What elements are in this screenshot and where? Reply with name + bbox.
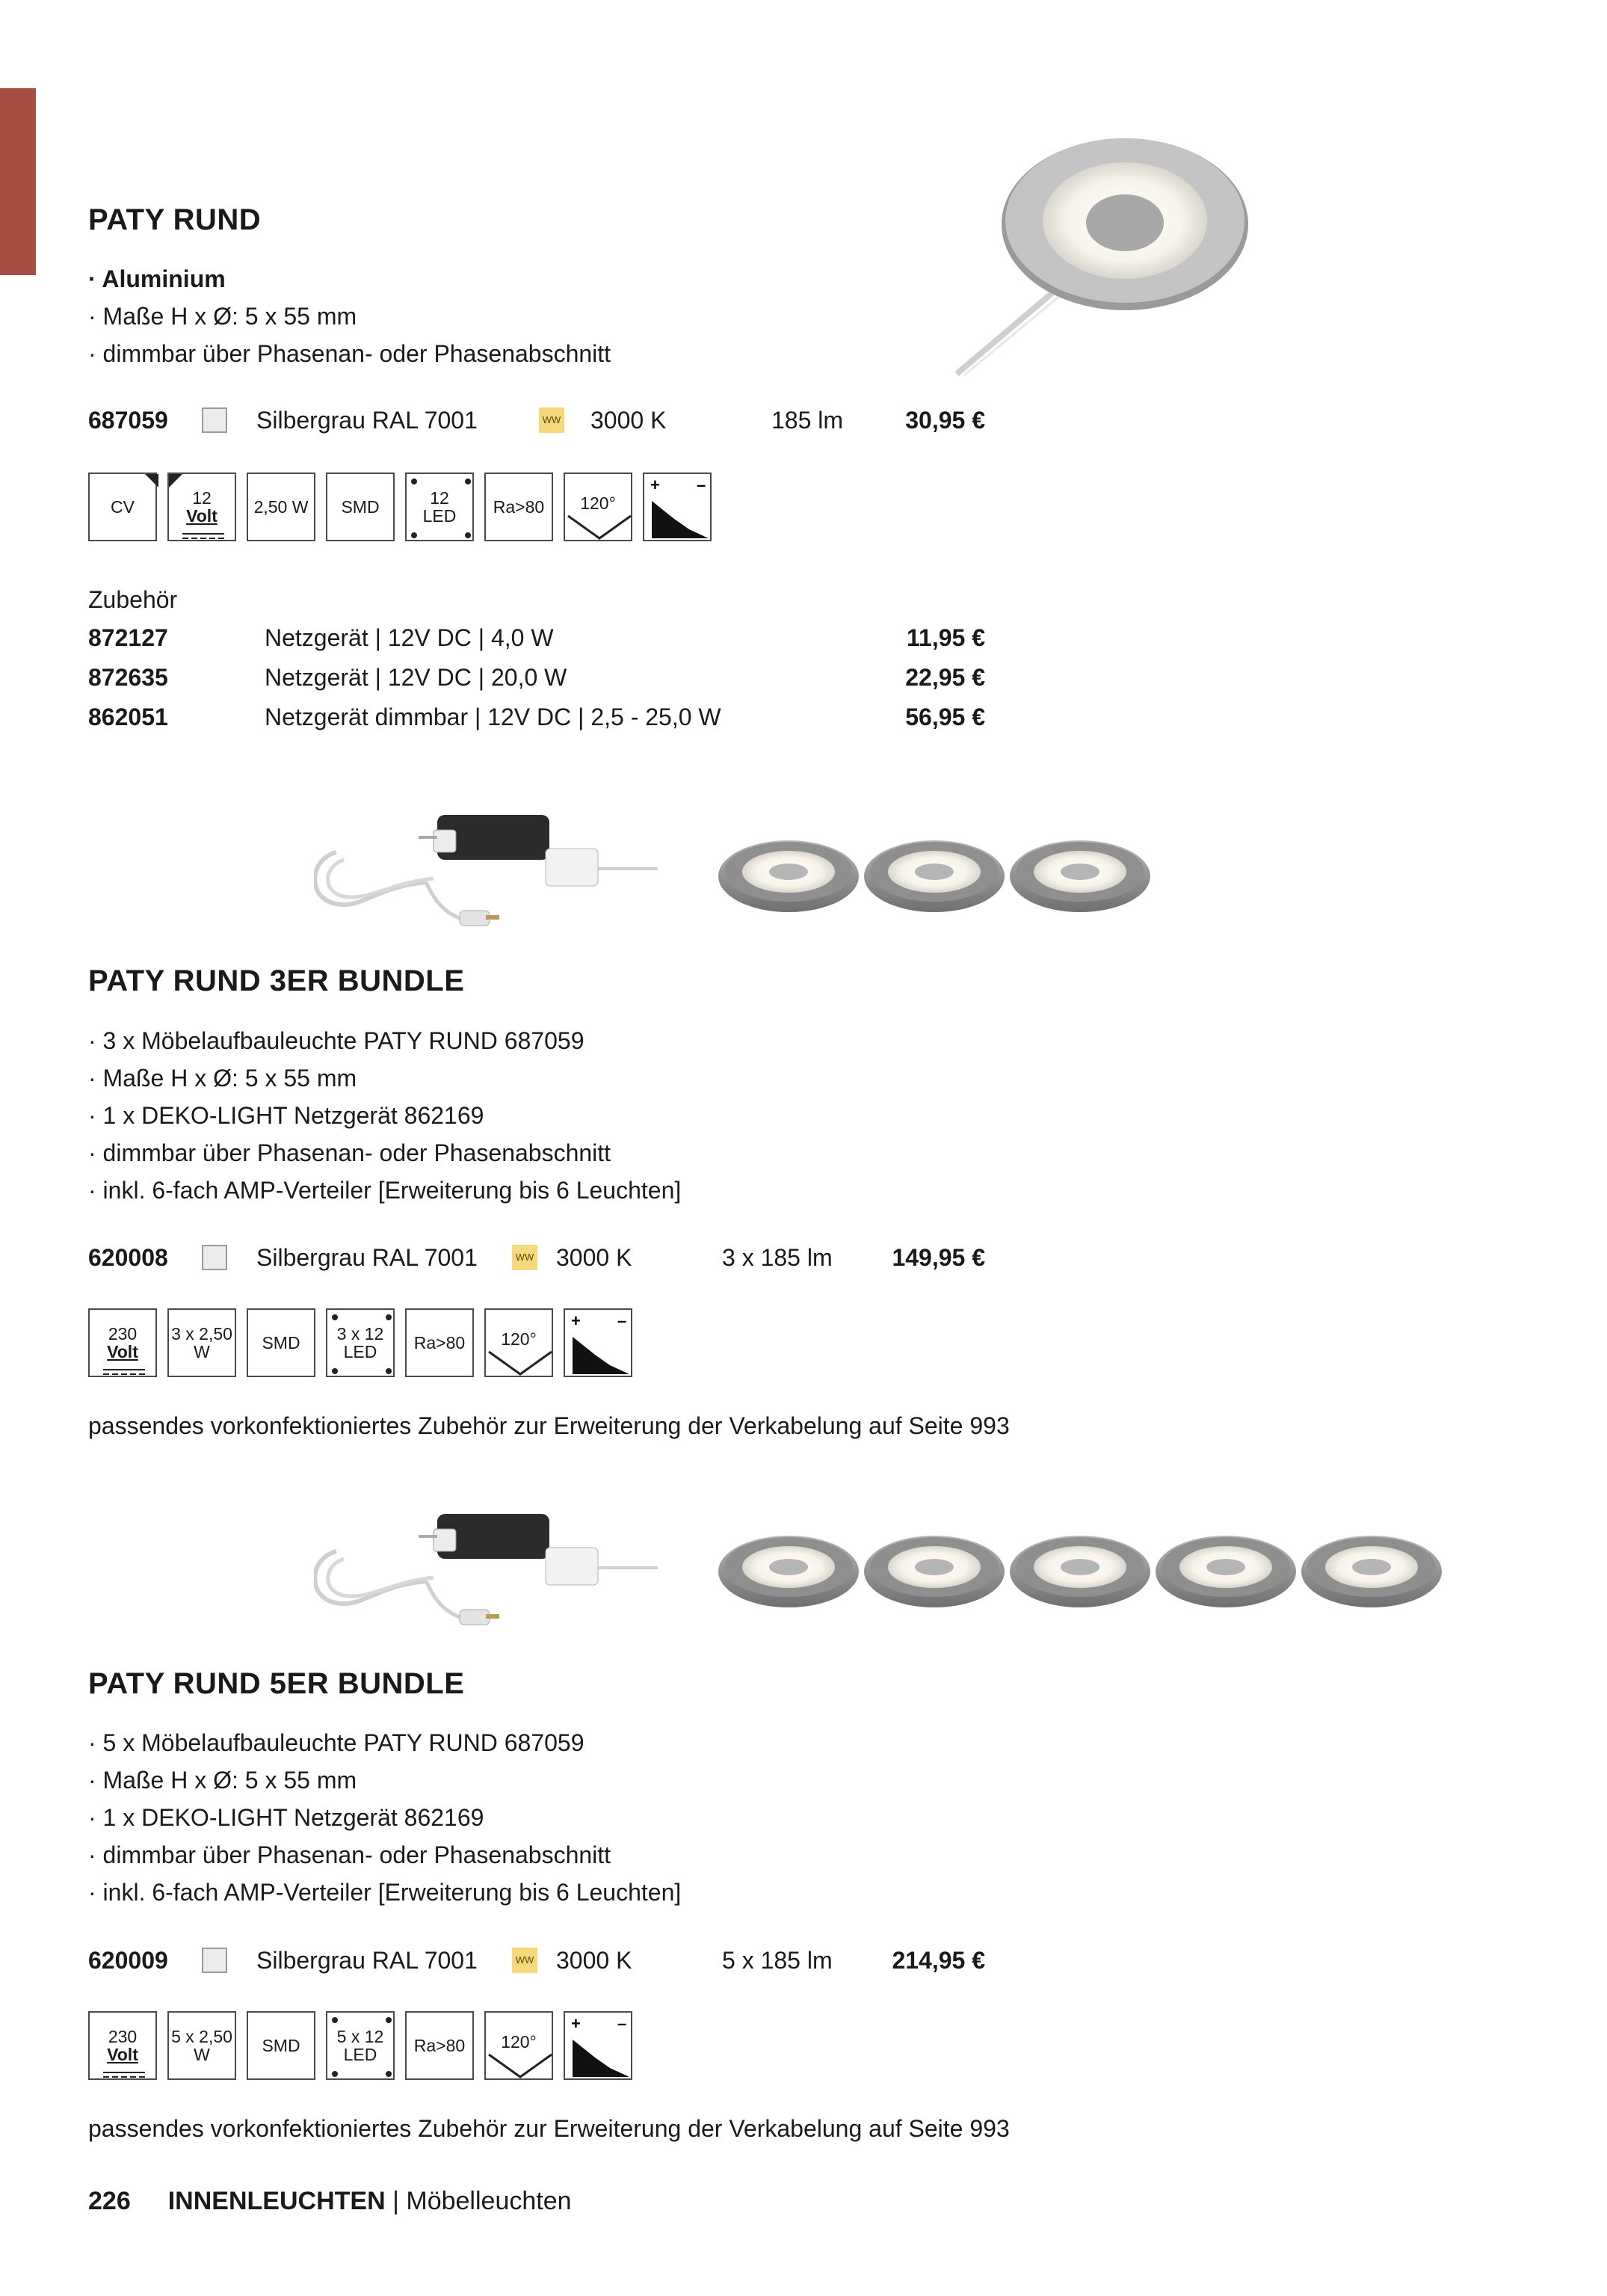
minus-sign: – (697, 475, 706, 494)
icon-label: 230 (108, 1324, 138, 1344)
accessory-row (88, 659, 985, 696)
icon-label: SMD (262, 1333, 300, 1352)
luminous-flux: 3 x 185 lm (722, 1244, 833, 1271)
luminous-flux: 5 x 185 lm (722, 1947, 833, 1974)
accessory-description: Netzgerät dimmbar | 12V DC | 2,5 - 25,0 W (265, 704, 721, 730)
article-number: 620009 (88, 1947, 168, 1974)
cv-icon (88, 473, 157, 541)
product-image-driver (314, 807, 673, 938)
icon-label: SMD (341, 497, 380, 517)
accessory-number: 872127 (88, 624, 168, 651)
icon-label: LED (343, 2045, 377, 2064)
led-count-icon (326, 2011, 395, 2080)
bullet-item: · dimmbar über Phasenan- oder Phasenabschnitt (88, 335, 611, 372)
color-temperature: 3000 K (556, 1244, 632, 1271)
beam-angle-icon (484, 1308, 553, 1377)
accessory-row (88, 698, 985, 736)
minus-sign: – (617, 1311, 627, 1330)
accessories-label: Zubehör (88, 586, 178, 613)
color-name: Silbergrau RAL 7001 (256, 1947, 478, 1974)
bullet-item: · inkl. 6-fach AMP-Verteiler [Erweiterung bis 6 Leuchten] (88, 1874, 681, 1911)
bullet-item: · Aluminium (88, 260, 611, 298)
icon-label: W (194, 2045, 210, 2064)
accessory-note: passendes vorkonfektioniertes Zubehör zur Erweiterung der Verkabelung auf Seite 993 (88, 1412, 1010, 1439)
color-swatch (202, 1948, 227, 1973)
ww-badge: WW (512, 1948, 537, 1973)
bullet-item: · 1 x DEKO-LIGHT Netzgerät 862169 (88, 1097, 681, 1134)
spec-icons (88, 473, 761, 544)
dimmable-icon (564, 1308, 632, 1377)
page-footer (88, 2187, 572, 2216)
accessory-number: 872635 (88, 664, 168, 691)
bullet-item: · dimmbar über Phasenan- oder Phasenabschnitt (88, 1134, 681, 1172)
accessory-description: Netzgerät | 12V DC | 4,0 W (265, 624, 554, 651)
bullet-item: · inkl. 6-fach AMP-Verteiler [Erweiterung bis 6 Leuchten] (88, 1172, 681, 1209)
article-number: 620008 (88, 1244, 168, 1271)
icon-label: W (194, 1342, 210, 1361)
icon-label: Ra>80 (493, 497, 545, 517)
smd-icon (247, 2011, 315, 2080)
color-temperature: 3000 K (590, 407, 667, 434)
price: 214,95 € (892, 1947, 985, 1974)
product-bullets (88, 260, 611, 372)
icon-label: 2,50 W (253, 497, 309, 517)
icon-label: 120° (501, 2032, 537, 2052)
article-number: 687059 (88, 407, 168, 434)
accessory-description: Netzgerät | 12V DC | 20,0 W (265, 664, 567, 691)
product-row (88, 404, 985, 437)
section-title: INNENLEUCHTEN (167, 2187, 386, 2215)
color-swatch (202, 407, 227, 433)
color-name: Silbergrau RAL 7001 (256, 1244, 478, 1271)
icon-label: 120° (580, 493, 616, 513)
page-number: 226 (88, 2187, 131, 2215)
luminous-flux: 185 lm (771, 407, 844, 434)
product-bullets (88, 1022, 681, 1209)
subsection-title: Möbelleuchten (406, 2187, 572, 2215)
product-title: PATY RUND 3ER BUNDLE (88, 964, 465, 997)
bullet-item: · 3 x Möbelaufbauleuchte PATY RUND 687059 (88, 1022, 681, 1059)
icon-label: CV (111, 497, 135, 517)
bullet-item: · 5 x Möbelaufbauleuchte PATY RUND 687059 (88, 1724, 681, 1761)
accessory-note: passendes vorkonfektioniertes Zubehör zur Erweiterung der Verkabelung auf Seite 993 (88, 2115, 1010, 2142)
accessory-price: 22,95 € (905, 664, 985, 691)
accessory-number: 862051 (88, 704, 168, 730)
plus-sign: + (650, 475, 660, 494)
color-swatch (202, 1245, 227, 1270)
icon-label: 120° (501, 1329, 537, 1349)
product-image-5-lights (718, 1525, 1458, 1622)
icon-label: Ra>80 (413, 2036, 466, 2055)
wattage-icon (167, 2011, 236, 2080)
product-row (88, 1944, 985, 1977)
icon-label: LED (343, 1342, 377, 1361)
icon-label: 5 x 2,50 (171, 2027, 232, 2046)
product-bullets (88, 1724, 681, 1911)
footer-separator: | (385, 2187, 407, 2215)
spec-icons (88, 1308, 761, 1380)
icon-label: 5 x 12 (336, 2027, 384, 2046)
volt-icon (167, 473, 236, 541)
icon-label: 12 (430, 488, 449, 508)
led-count-icon (326, 1308, 395, 1377)
icon-label: 230 (108, 2027, 138, 2046)
plus-sign: + (571, 2014, 581, 2033)
ww-badge: WW (512, 1245, 537, 1270)
smd-icon (326, 473, 395, 541)
volt-icon (88, 1308, 157, 1377)
price: 149,95 € (892, 1244, 985, 1271)
beam-angle-icon (564, 473, 632, 541)
icon-label: Volt (107, 1342, 138, 1361)
icon-label: Volt (186, 506, 218, 526)
dimmable-icon (643, 473, 712, 541)
color-temperature: 3000 K (556, 1947, 632, 1974)
bullet-item: · Maße H x Ø: 5 x 55 mm (88, 1059, 681, 1097)
bullet-item: · 1 x DEKO-LIGHT Netzgerät 862169 (88, 1799, 681, 1836)
icon-label: 3 x 2,50 (171, 1324, 232, 1344)
accessory-row (88, 619, 985, 656)
accessory-price: 56,95 € (905, 704, 985, 730)
wattage-icon (167, 1308, 236, 1377)
dimmable-icon (564, 2011, 632, 2080)
product-image-driver (314, 1506, 673, 1637)
icon-label: LED (422, 506, 457, 526)
icon-label: SMD (262, 2036, 300, 2055)
wattage-icon (247, 473, 315, 541)
cri-icon (405, 1308, 474, 1377)
cri-icon (405, 2011, 474, 2080)
icon-label: 3 x 12 (336, 1324, 384, 1344)
chapter-tab (0, 88, 36, 275)
bullet-item: · Maße H x Ø: 5 x 55 mm (88, 1761, 681, 1799)
smd-icon (247, 1308, 315, 1377)
beam-angle-icon (484, 2011, 553, 2080)
product-image-3-lights (718, 830, 1166, 927)
plus-sign: + (571, 1311, 581, 1330)
volt-icon (88, 2011, 157, 2080)
minus-sign: – (617, 2014, 627, 2033)
icon-label: 12 (192, 488, 212, 508)
product-row (88, 1241, 985, 1274)
icon-label: Ra>80 (413, 1333, 466, 1352)
cri-icon (484, 473, 553, 541)
price: 30,95 € (905, 407, 985, 434)
ww-badge: WW (539, 407, 564, 433)
product-image-paty-rund (934, 135, 1263, 381)
accessory-price: 11,95 € (907, 624, 985, 651)
spec-icons (88, 2011, 761, 2083)
color-name: Silbergrau RAL 7001 (256, 407, 478, 434)
product-title: PATY RUND 5ER BUNDLE (88, 1667, 465, 1700)
icon-label: Volt (107, 2045, 138, 2064)
bullet-item: · Maße H x Ø: 5 x 55 mm (88, 298, 611, 335)
product-title: PATY RUND (88, 203, 262, 236)
bullet-item: · dimmbar über Phasenan- oder Phasenabschnitt (88, 1836, 681, 1874)
led-count-icon (405, 473, 474, 541)
